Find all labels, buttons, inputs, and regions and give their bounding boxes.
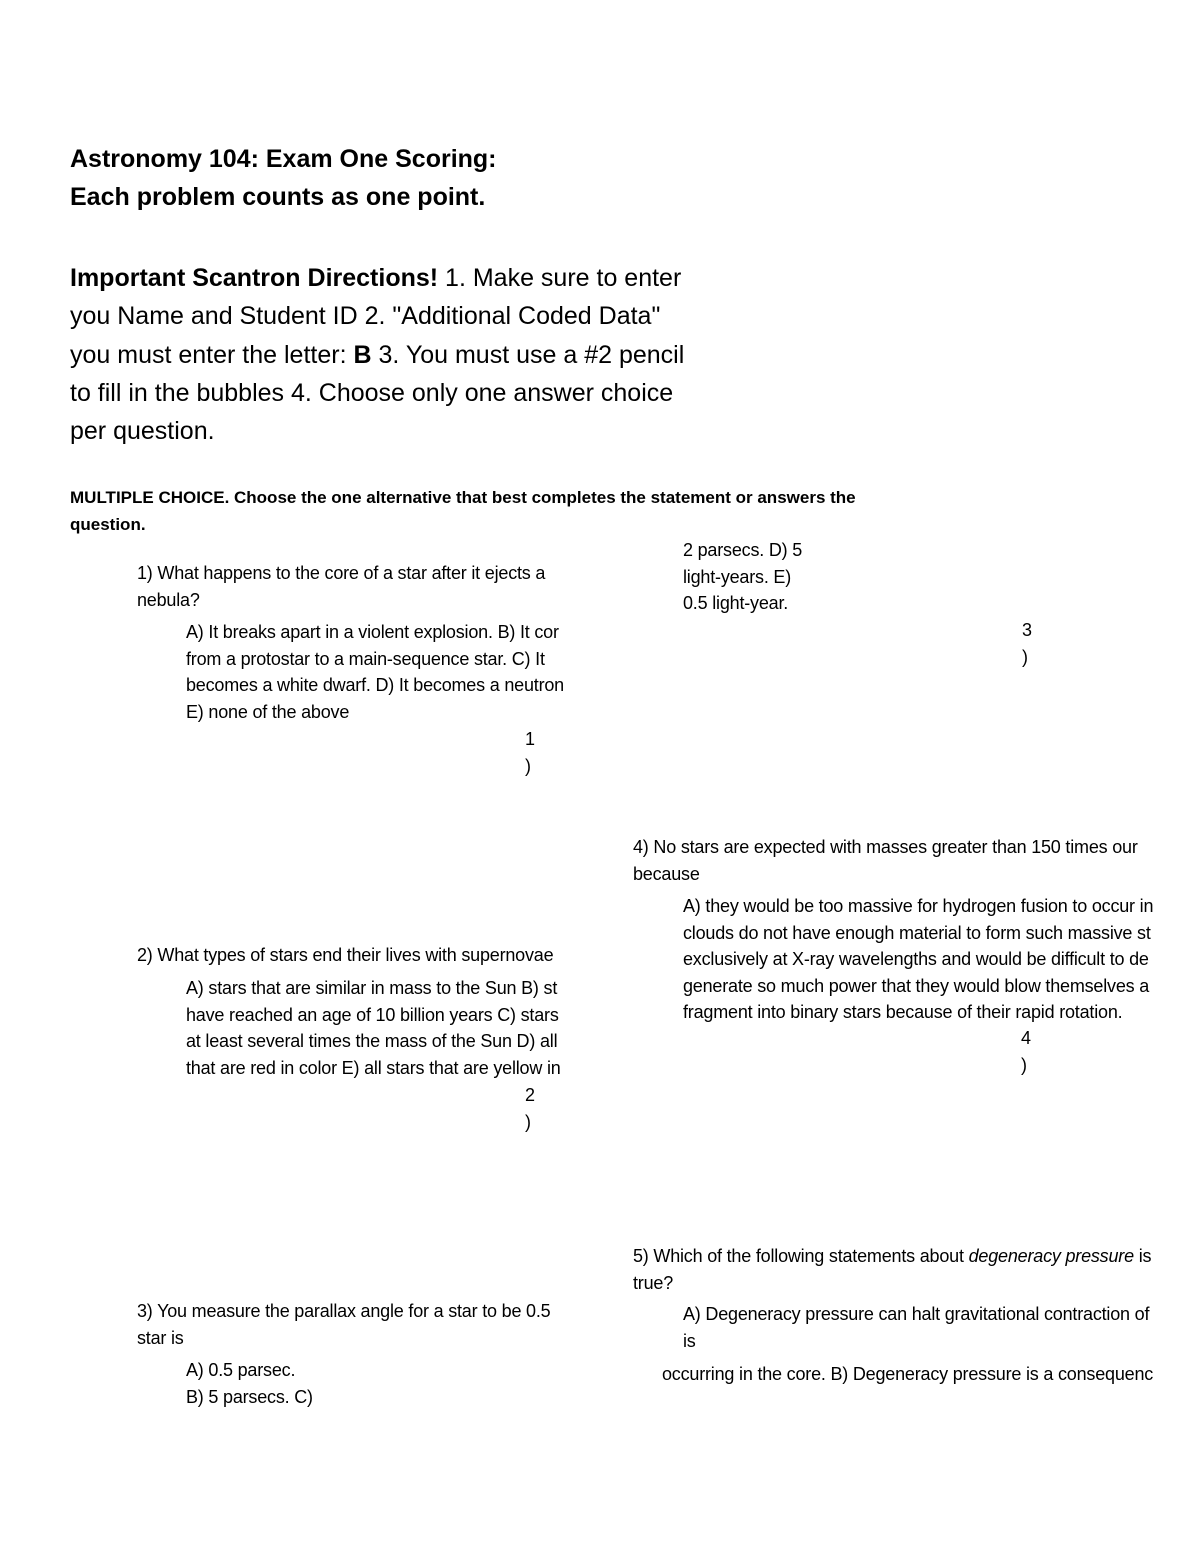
question-3-continued-line3: 0.5 light-year. xyxy=(683,593,789,613)
question-1-options xyxy=(186,619,600,725)
question-5-stem-post: is xyxy=(1133,1246,1152,1266)
question-2-option-line4: that are red in color E) all stars that are yellow in xyxy=(186,1057,561,1078)
directions-line3-pre: you must enter the letter: xyxy=(70,340,354,369)
question-4-options xyxy=(683,893,1200,1026)
page-subtitle: Each problem counts as one point. xyxy=(70,183,486,211)
question-4-marker xyxy=(1021,1025,1031,1078)
question-4-stem-line1: 4) No stars are expected with masses greater than 150 times our xyxy=(633,837,1138,857)
question-4-marker-paren: ) xyxy=(1021,1054,1027,1075)
question-1-option-line3: becomes a white dwarf. D) It becomes a neutron xyxy=(186,675,564,695)
directions-label: Important Scantron Directions! xyxy=(70,264,439,292)
question-4-option-line3: exclusively at X-ray wavelengths and would be difficult to de xyxy=(683,949,1149,969)
question-4-option-line2: clouds do not have enough material to form such massive st xyxy=(683,922,1151,943)
question-2-marker xyxy=(525,1082,535,1135)
question-1-stem-line2: nebula? xyxy=(137,589,200,610)
question-1-stem xyxy=(137,560,600,613)
directions-line3-post: 3. You must use a #2 pencil xyxy=(371,340,685,369)
question-4-option-line4: generate so much power that they would blow themselves a xyxy=(683,975,1150,996)
question-5-stem-italic: degeneracy pressure xyxy=(968,1246,1134,1266)
question-5-option-line2: is xyxy=(683,1330,696,1351)
question-4-stem-line2: because xyxy=(633,863,700,884)
question-1-option-line2: from a protostar to a main-sequence star. C) It xyxy=(186,648,545,669)
question-2-options xyxy=(186,975,600,1081)
question-5-stem-line2: true? xyxy=(633,1272,674,1293)
question-5-options-continued xyxy=(662,1361,1200,1388)
directions-line4: to fill in the bubbles 4. Choose only one answer choice xyxy=(70,378,674,407)
question-3-continued-line1: 2 parsecs. D) 5 xyxy=(683,540,803,560)
question-3-option-line2: B) 5 parsecs. C) xyxy=(186,1386,313,1407)
mc-heading xyxy=(70,484,856,538)
question-4-option-line1: A) they would be too massive for hydrogen fusion to occur in xyxy=(683,896,1154,916)
question-3-stem-line2: star is xyxy=(137,1327,184,1348)
question-4-option-line5: fragment into binary stars because of their rapid rotation. xyxy=(683,1002,1123,1022)
question-5-stem-pre: 5) Which of the following statements about xyxy=(633,1246,969,1266)
question-2-option-line2: have reached an age of 10 billion years C) stars xyxy=(186,1004,559,1025)
mc-heading-line2: question. xyxy=(70,515,146,534)
question-3-stem xyxy=(137,1298,600,1351)
question-2-option-line3: at least several times the mass of the Sun D) all xyxy=(186,1031,558,1051)
question-2-marker-number: 2 xyxy=(525,1085,535,1105)
page-title: Astronomy 104: Exam One Scoring: xyxy=(70,145,497,173)
question-1-marker-paren: ) xyxy=(525,755,531,776)
mc-heading-line1: MULTIPLE CHOICE. Choose the one alternative that best completes the statement or answers the xyxy=(70,488,856,507)
question-1-stem-line1: 1) What happens to the core of a star after it ejects a xyxy=(137,563,546,583)
question-2-option-line1: A) stars that are similar in mass to the Sun B) st xyxy=(186,978,558,998)
question-3-stem-line1: 3) You measure the parallax angle for a star to be 0.5 xyxy=(137,1301,551,1321)
question-1-option-line4: E) none of the above xyxy=(186,701,350,722)
question-4-marker-number: 4 xyxy=(1021,1028,1031,1048)
question-5-option-line1: A) Degeneracy pressure can halt gravitational contraction of xyxy=(683,1304,1150,1324)
question-3-marker xyxy=(1022,617,1032,670)
question-5-stem xyxy=(633,1243,1200,1296)
question-3-options-continued xyxy=(683,537,802,617)
question-1-marker xyxy=(525,726,535,779)
directions-line2: you Name and Student ID 2. "Additional Coded Data" xyxy=(70,302,661,331)
question-4-stem xyxy=(633,834,1200,887)
question-3-options xyxy=(186,1357,600,1410)
question-3-marker-paren: ) xyxy=(1022,646,1028,667)
question-1-marker-number: 1 xyxy=(525,729,535,749)
question-5-continued-line1: occurring in the core. B) Degeneracy pressure is a consequenc xyxy=(662,1364,1154,1384)
question-5-options xyxy=(683,1301,1200,1354)
directions-line1: 1. Make sure to enter xyxy=(438,264,682,292)
question-2-stem-line1: 2) What types of stars end their lives with supernovae xyxy=(137,945,554,965)
question-3-marker-number: 3 xyxy=(1022,620,1032,640)
question-2-stem xyxy=(137,942,600,969)
question-3-continued-line2: light-years. E) xyxy=(683,566,792,587)
coded-data-letter: B xyxy=(353,340,372,369)
scantron-directions xyxy=(70,259,684,450)
question-3-option-line1: A) 0.5 parsec. xyxy=(186,1360,296,1380)
question-1-option-line1: A) It breaks apart in a violent explosion. B) It cor xyxy=(186,622,559,642)
directions-line5: per question. xyxy=(70,417,215,446)
question-2-marker-paren: ) xyxy=(525,1111,531,1132)
